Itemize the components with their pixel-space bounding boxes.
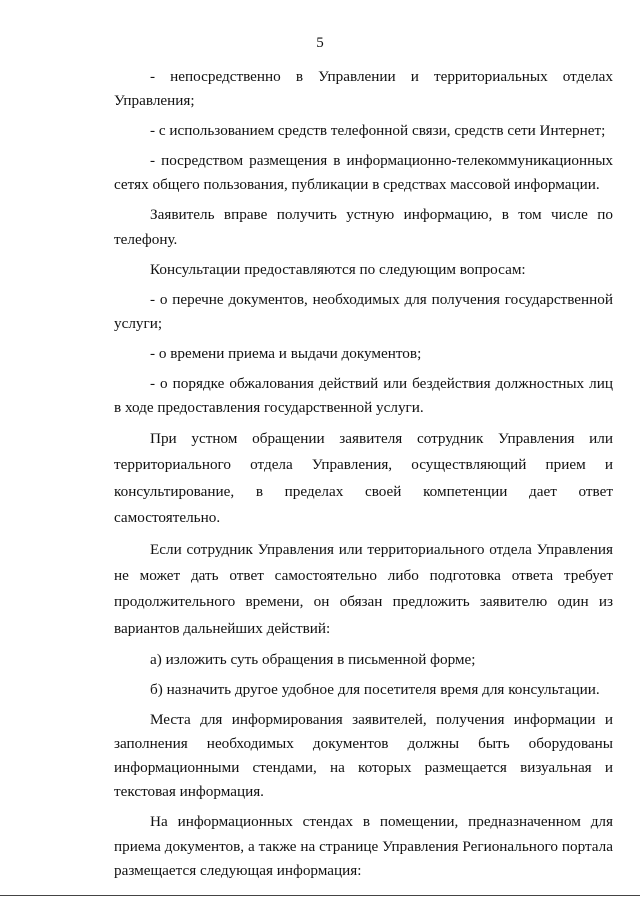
paragraph-consultation-topics: Консультации предоставляются по следующим вопросам: bbox=[150, 260, 526, 278]
paragraph-stand-contents: На информационных стендах в помещении, предназначенном для приема документов, а также на странице Управления Регионального портала размещается следующая информация: bbox=[114, 813, 613, 879]
paragraph-information-stands: Места для информирования заявителей, получения информации и заполнения необходимых документов должны быть оборудованы информационными стендами, на которых размещается визуальная и текстовая информация. bbox=[114, 711, 613, 801]
paragraph-option-b: б) назначить другое удобное для посетителя время для консультации. bbox=[150, 680, 600, 698]
paragraph-phone-internet: - с использованием средств телефонной связи, средств сети Интернет; bbox=[150, 122, 606, 140]
paragraph-documents-list: - о перечне документов, необходимых для получения государственной услуги; bbox=[114, 290, 613, 332]
paragraph-further-actions: Если сотрудник Управления или территориального отдела Управления не может дать ответ самостоятельно либо подготовка ответа требует продолжительного времени, он обязан предложить заявителю один из вариантов дальнейших действий: bbox=[114, 541, 613, 637]
paragraph-appeal-procedure: - о порядке обжалования действий или бездействия должностных лиц в ходе предоставления государственной услуги. bbox=[114, 375, 613, 417]
paragraph-direct-contact: - непосредственно в Управлении и территориальных отделах Управления; bbox=[114, 68, 613, 110]
document-body bbox=[114, 65, 613, 883]
paragraph-oral-request: При устном обращении заявителя сотрудник Управления или территориального отдела Управления, осуществляющий прием и консультирование, в пределах своей компетенции дает ответ самостоятельно. bbox=[114, 430, 613, 526]
paragraph-reception-time: - о времени приема и выдачи документов; bbox=[150, 344, 422, 362]
footer-rule bbox=[0, 895, 640, 896]
page-number: 5 bbox=[316, 35, 324, 51]
paragraph-oral-information: Заявитель вправе получить устную информацию, в том числе по телефону. bbox=[114, 206, 613, 248]
paragraph-option-a: а) изложить суть обращения в письменной форме; bbox=[150, 650, 476, 668]
paragraph-public-networks: - посредством размещения в информационно-телекоммуникационных сетях общего пользования, публикации в средствах массовой информации. bbox=[114, 152, 613, 194]
